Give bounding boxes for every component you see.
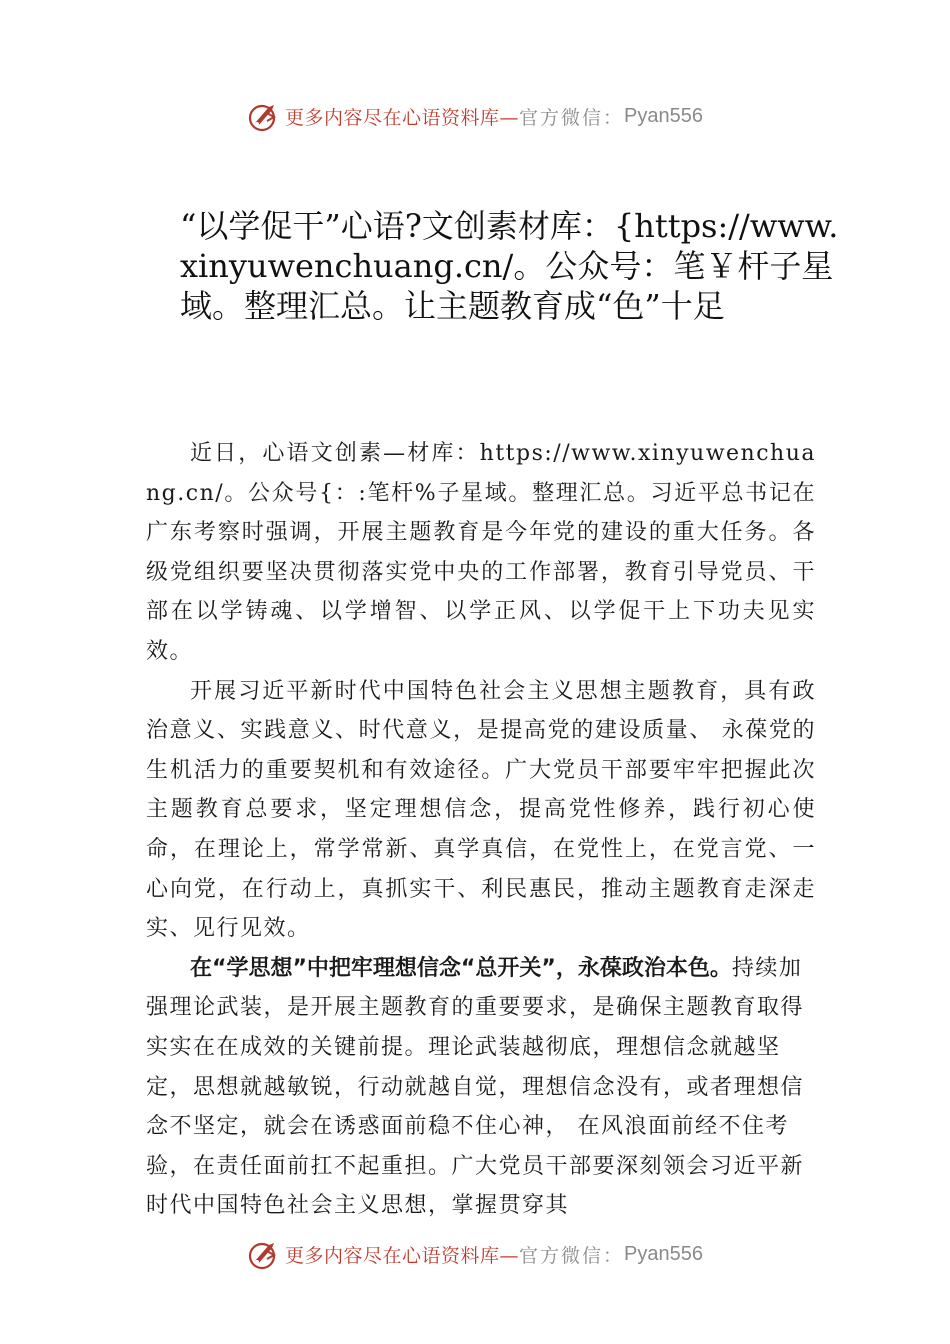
banner-wechat-id: Pyan556 [624,104,703,127]
banner-text: 更多内容尽在心语资料库— [285,106,520,129]
header-banner [0,96,950,136]
body-paragraph-2: 开展习近平新时代中国特色社会主义思想主题教育，具有政治意义、实践意义、时代意义，是提高党的建设质量、 永葆党的生机活力的重要契机和有效途径。广大党员干部要牢牢把握此次主题教育总要求，坚定理想信念，提高党性修养，践行初心使命，在理论上，常学常新、真学真信，在党性上，在党言党、一心向党，在行动上，真抓实干、利民惠民，推动主题教育走深走实、见行见效。 [146,678,816,942]
banner-text: 更多内容尽在心语资料库— [285,1244,520,1267]
pen-logo-icon [247,1237,281,1271]
section-body: 持续加强理论武装，是开展主题教育的重要要求，是确保主题教育取得实实在在成效的关键前提。理论武装越彻底，理想信念就越坚定，思想就越敏锐，行动就越自觉，理想信念没有，或者理想信念不坚定，就会在诱惑面前稳不住心神， 在风浪面前经不住考验，在责任面前扛不起重担。广大党员干部要深刻领会习近平新时代中国特色社会主义思想，掌握贯穿其 [146,955,805,1219]
section-block [146,949,816,1226]
pen-logo-icon [247,99,281,133]
section-heading: 在“学思想”中把牢理想信念“总开关”，永葆政治本色。 [190,955,732,981]
banner-wechat-label: 官方微信： [519,106,625,129]
body-paragraph-1: 近日，心语文创素—材库：https://www.xinyuwenchuang.cn/。公众号{：:笔杆%子星域。整理汇总。习近平总书记在广东考察时强调，开展主题教育是今年党的建设的重大任务。各级党组织要坚决贯彻落实党中央的工作部署，教育引导党员、干部在以学铸魂、以学增智、以学正风、以学促干上下功夫见实效。 [146,441,816,664]
document-title: “以学促干”心语?文创素材库：{https://www.xinyuwenchuang.cn/。公众号：笔￥杆子星域。整理汇总。让主题教育成“色”十足 [180,207,839,325]
footer-banner [0,1234,950,1274]
banner-wechat-id: Pyan556 [624,1242,703,1265]
document-body [146,434,816,1226]
banner-wechat-label: 官方微信： [519,1244,625,1267]
